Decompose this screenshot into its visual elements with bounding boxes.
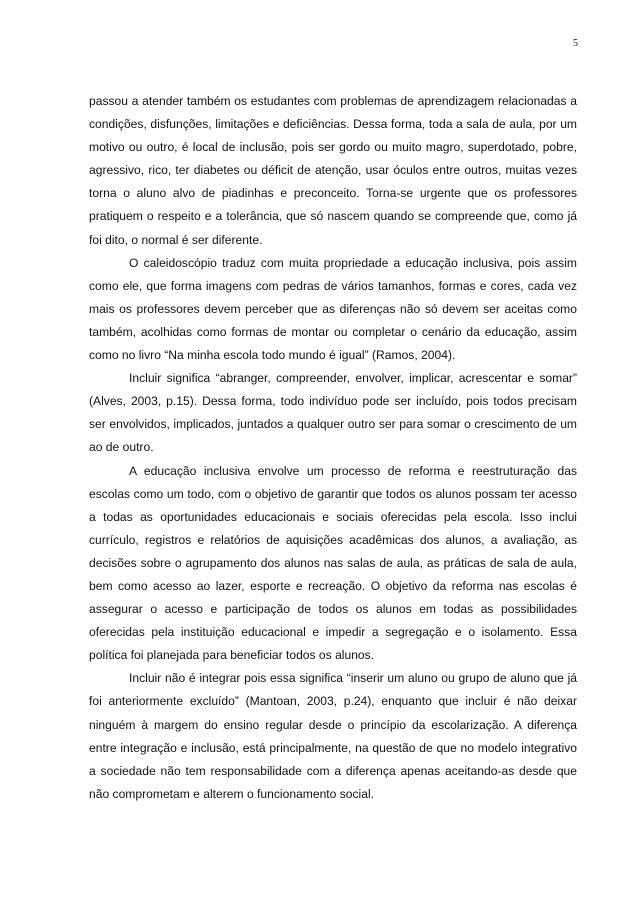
document-body	[89, 90, 577, 806]
paragraph-1: passou a atender também os estudantes com problemas de aprendizagem relacionadas a condições, disfunções, limitações e deficiências. Dessa forma, toda a sala de aula, por um motivo ou outro, é local de inclusão, pois ser gordo ou muito magro, superdotado, pobre, agressivo, rico, ter diabetes ou déficit de atenção, usar óculos entre outros, muitas vezes torna o aluno alvo de piadinhas e preconceito. Torna-se urgente que os professores pratiquem o respeito e a tolerância, que só nascem quando se compreende que, como já foi dito, o normal é ser diferente.	[89, 94, 577, 247]
paragraph-4: A educação inclusiva envolve um processo de reforma e reestruturação das escolas como um todo, com o objetivo de garantir que todos os alunos possam ter acesso a todas as oportunidades educacionais e sociais oferecidas pela escola. Isso inclui currículo, registros e relatórios de aquisições acadêmicas dos alunos, a avaliação, as decisões sobre o agrupamento dos alunos nas salas de aula, as práticas de sala de aula, bem como acesso ao lazer, esporte e recreação. O objetivo da reforma nas escolas é assegurar o acesso e participação de todos os alunos em todas as possibilidades oferecidas pela instituição educacional e impedir a segregação e o isolamento. Essa política foi planejada para beneficiar todos os alunos.	[89, 463, 577, 663]
page-number: 5	[573, 38, 578, 49]
paragraph-2: O caleidoscópio traduz com muita propriedade a educação inclusiva, pois assim como ele, que forma imagens com pedras de vários tamanhos, formas e cores, cada vez mais os professores devem perceber que as diferenças não só devem ser aceitas como também, acolhidas como formas de montar ou completar o cenário da educação, assim como no livro “Na minha escola todo mundo é igual” (Ramos, 2004).	[89, 255, 577, 363]
paragraph-3: Incluir significa “abranger, compreender, envolver, implicar, acrescentar e somar” (Alves, 2003, p.15). Dessa forma, todo indivíduo pode ser incluído, pois todos precisam ser envolvidos, implicados, juntados a qualquer outro ser para somar o crescimento de um ao de outro.	[89, 371, 577, 455]
paragraph-5: Incluir não é integrar pois essa significa “inserir um aluno ou grupo de aluno que já foi anteriormente excluído” (Mantoan, 2003, p.24), enquanto que incluir é não deixar ninguém à margem do ensino regular desde o princípio da escolarização. A diferença entre integração e inclusão, está principalmente, na questão de que no modelo integrativo a sociedade não tem responsabilidade com a diferença apenas aceitando-as desde que não comprometam e alterem o funcionamento social.	[89, 671, 577, 801]
